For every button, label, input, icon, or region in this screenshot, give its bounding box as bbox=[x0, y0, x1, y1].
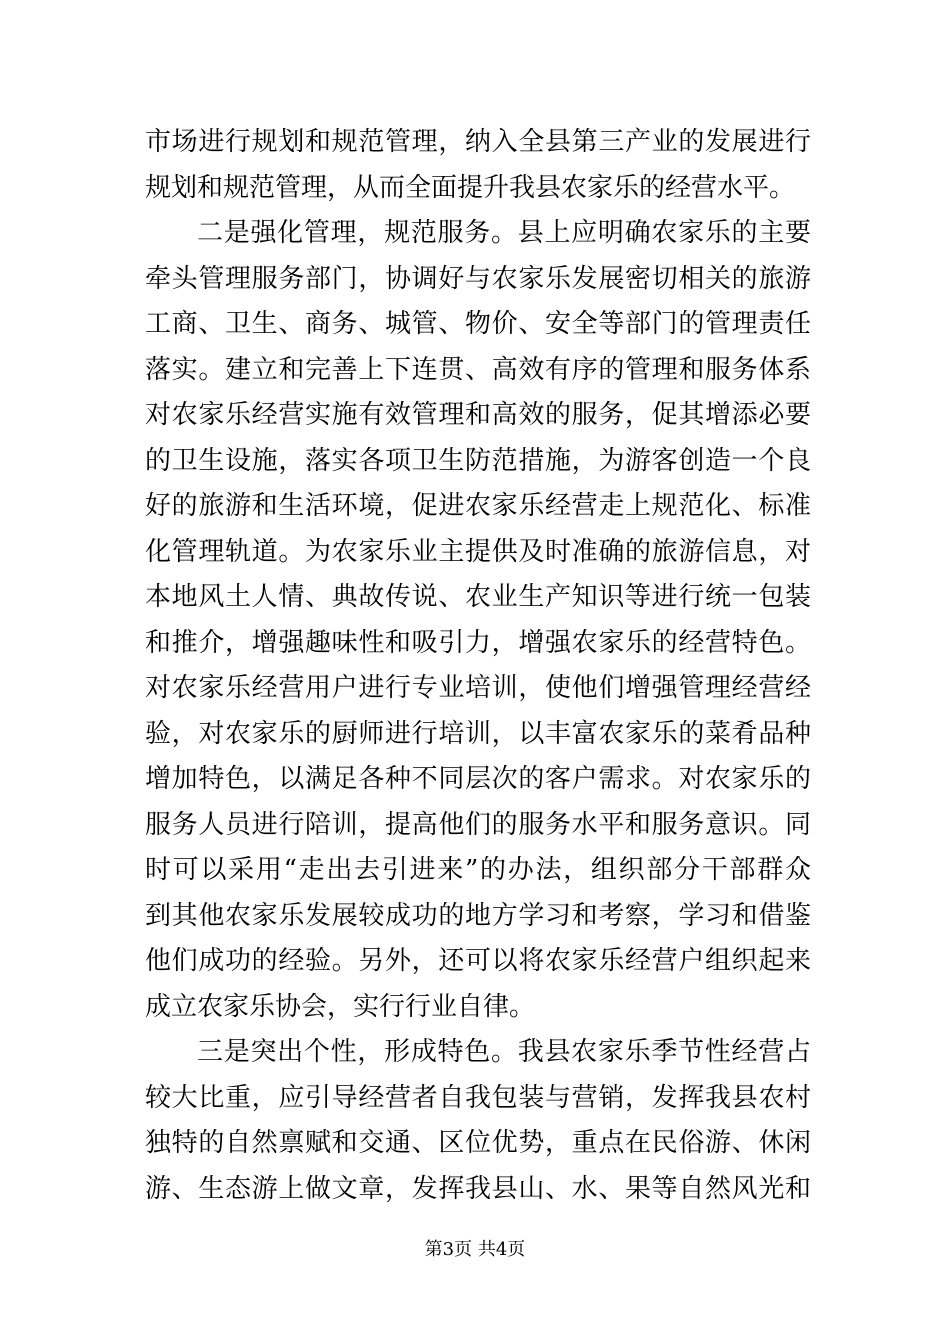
text-line: 增加特色，以满足各种不同层次的客户需求。对农家乐的 bbox=[145, 764, 811, 794]
text-line: 较大比重，应引导经营者自我包装与营销，发挥我县农村 bbox=[145, 1082, 811, 1113]
text-line: 市场进行规划和规范管理，纳入全县第三产业的发展进行 bbox=[145, 127, 811, 157]
text-line: 独特的自然禀赋和交通、区位优势，重点在民俗游、休闲 bbox=[145, 1128, 811, 1158]
text-line: 服务人员进行陪训，提高他们的服务水平和服务意识。同 bbox=[145, 809, 811, 840]
page-footer: 第3页 共4页 bbox=[424, 1239, 526, 1260]
text-line: 的卫生设施，落实各项卫生防范措施，为游客创造一个良 bbox=[145, 445, 811, 476]
body-text bbox=[145, 120, 811, 1212]
text-line: 化管理轨道。为农家乐业主提供及时准确的旅游信息，对 bbox=[145, 536, 811, 567]
text-line: 工商、卫生、商务、城管、物价、安全等部门的管理责任 bbox=[145, 309, 811, 339]
text-line: 成立农家乐协会，实行行业自律。 bbox=[145, 991, 536, 1022]
text-line: 好的旅游和生活环境，促进农家乐经营走上规范化、标准 bbox=[145, 491, 811, 521]
text-line: 游、生态游上做文章，发挥我县山、水、果等自然风光和 bbox=[145, 1173, 811, 1204]
text-line: 到其他农家乐发展较成功的地方学习和考察，学习和借鉴 bbox=[145, 900, 811, 931]
text-line: 时可以采用“走出去引进来”的办法，组织部分干部群众 bbox=[145, 855, 811, 885]
text-line: 和推介，增强趣味性和吸引力，增强农家乐的经营特色。 bbox=[145, 627, 811, 658]
text-line: 对农家乐经营实施有效管理和高效的服务，促其增添必要 bbox=[145, 400, 811, 430]
text-line: 二是强化管理，规范服务。县上应明确农家乐的主要 bbox=[197, 218, 811, 248]
text-line: 本地风土人情、典故传说、农业生产知识等进行统一包装 bbox=[145, 582, 811, 612]
text-line: 三是突出个性，形成特色。我县农家乐季节性经营占 bbox=[197, 1037, 811, 1067]
text-line: 牵头管理服务部门，协调好与农家乐发展密切相关的旅游 bbox=[145, 263, 811, 294]
text-line: 他们成功的经验。另外，还可以将农家乐经营户组织起来 bbox=[145, 946, 811, 976]
text-line: 验，对农家乐的厨师进行培训，以丰富农家乐的菜肴品种 bbox=[145, 718, 811, 749]
text-line: 规划和规范管理，从而全面提升我县农家乐的经营水平。 bbox=[145, 172, 796, 203]
text-line: 落实。建立和完善上下连贯、高效有序的管理和服务体系 bbox=[145, 354, 811, 385]
text-line: 对农家乐经营用户进行专业培训，使他们增强管理经营经 bbox=[145, 673, 811, 703]
